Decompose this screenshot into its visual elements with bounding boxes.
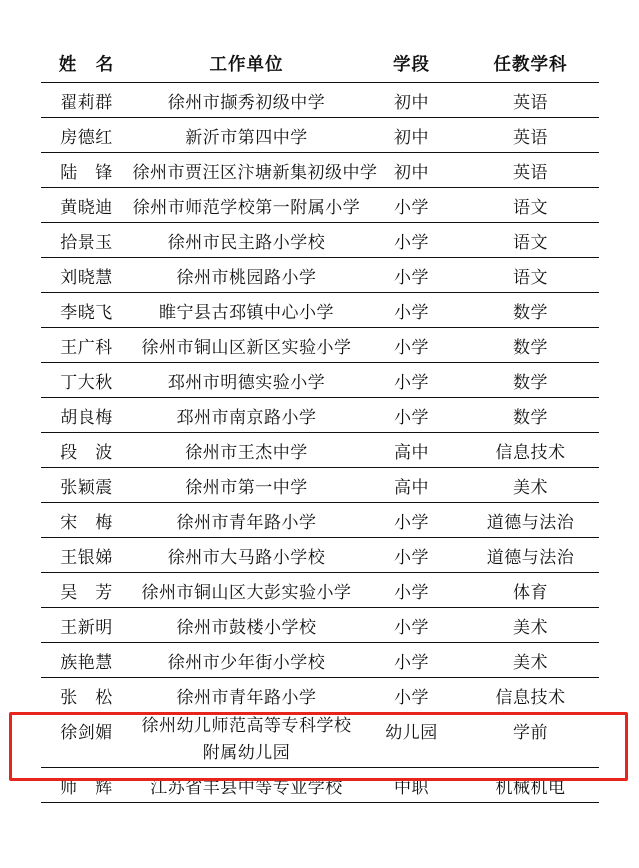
- cell-name: 胡良梅: [41, 398, 133, 433]
- cell-name: 王新明: [41, 608, 133, 643]
- cell-stage: 小学: [361, 293, 463, 328]
- cell-subject: 语文: [463, 223, 599, 258]
- table-row: [41, 363, 599, 398]
- table-row-highlighted: [41, 713, 599, 768]
- table-row: [41, 433, 599, 468]
- cell-name: 陆 锋: [41, 153, 133, 188]
- cell-unit: 徐州市少年街小学校: [133, 643, 361, 678]
- document-page: [0, 44, 639, 868]
- cell-stage: 小学: [361, 223, 463, 258]
- cell-subject: 道德与法治: [463, 538, 599, 573]
- table-row: [41, 153, 599, 188]
- table-header: [41, 44, 599, 83]
- cell-subject: 学前: [463, 713, 599, 768]
- cell-stage: 小学: [361, 503, 463, 538]
- table-row: [41, 768, 599, 803]
- cell-name: 丁大秋: [41, 363, 133, 398]
- cell-stage: 小学: [361, 363, 463, 398]
- cell-name: 宋 梅: [41, 503, 133, 538]
- header-row: [41, 44, 599, 83]
- cell-name: 吴 芳: [41, 573, 133, 608]
- cell-unit: 邳州市明德实验小学: [133, 363, 361, 398]
- cell-stage: 初中: [361, 83, 463, 118]
- cell-unit: 徐州市撷秀初级中学: [133, 83, 361, 118]
- table-row: [41, 118, 599, 153]
- cell-subject: 机械机电: [463, 768, 599, 803]
- cell-name: 师 辉: [41, 768, 133, 803]
- table-row: [41, 293, 599, 328]
- column-header-name: 姓 名: [41, 44, 133, 83]
- table-row: [41, 188, 599, 223]
- table-row: [41, 503, 599, 538]
- cell-subject: 数学: [463, 398, 599, 433]
- cell-stage: 小学: [361, 538, 463, 573]
- column-header-subject: 任教学科: [463, 44, 599, 83]
- table-row: [41, 83, 599, 118]
- cell-unit: 徐州市贾汪区汴塘新集初级中学: [133, 153, 361, 188]
- cell-unit: 徐州市鼓楼小学校: [133, 608, 361, 643]
- table-row: [41, 643, 599, 678]
- cell-name: 段 波: [41, 433, 133, 468]
- cell-subject: 数学: [463, 293, 599, 328]
- cell-unit: 邳州市南京路小学: [133, 398, 361, 433]
- cell-subject: 英语: [463, 83, 599, 118]
- cell-name: 李晓飞: [41, 293, 133, 328]
- cell-unit: 徐州市大马路小学校: [133, 538, 361, 573]
- table-body: [41, 83, 599, 803]
- cell-subject: 体育: [463, 573, 599, 608]
- cell-unit: 徐州市青年路小学: [133, 503, 361, 538]
- cell-unit: 睢宁县古邳镇中心小学: [133, 293, 361, 328]
- cell-name: 张颖震: [41, 468, 133, 503]
- table-row: [41, 468, 599, 503]
- table-row: [41, 223, 599, 258]
- cell-name: 房德红: [41, 118, 133, 153]
- cell-stage: 小学: [361, 328, 463, 363]
- cell-unit: 新沂市第四中学: [133, 118, 361, 153]
- cell-unit: 徐州市第一中学: [133, 468, 361, 503]
- cell-unit: 徐州市师范学校第一附属小学: [133, 188, 361, 223]
- cell-unit: 徐州幼儿师范高等专科学校 附属幼儿园: [133, 713, 361, 768]
- cell-unit: 徐州市桃园路小学: [133, 258, 361, 293]
- cell-name: 徐剑媚: [41, 713, 133, 768]
- cell-subject: 美术: [463, 643, 599, 678]
- cell-unit: 徐州市王杰中学: [133, 433, 361, 468]
- cell-unit: 徐州市铜山区新区实验小学: [133, 328, 361, 363]
- cell-unit: 徐州市青年路小学: [133, 678, 361, 713]
- cell-subject: 英语: [463, 153, 599, 188]
- cell-name: 黄晓迪: [41, 188, 133, 223]
- cell-name: 翟莉群: [41, 83, 133, 118]
- cell-subject: 语文: [463, 188, 599, 223]
- cell-stage: 小学: [361, 258, 463, 293]
- cell-stage: 高中: [361, 433, 463, 468]
- column-header-stage: 学段: [361, 44, 463, 83]
- column-header-unit: 工作单位: [133, 44, 361, 83]
- cell-unit: 江苏省丰县中等专业学校: [133, 768, 361, 803]
- table-row: [41, 573, 599, 608]
- cell-unit: 徐州市民主路小学校: [133, 223, 361, 258]
- cell-subject: 英语: [463, 118, 599, 153]
- cell-stage: 小学: [361, 608, 463, 643]
- cell-subject: 美术: [463, 608, 599, 643]
- cell-name: 张 松: [41, 678, 133, 713]
- cell-stage: 小学: [361, 643, 463, 678]
- cell-stage: 小学: [361, 188, 463, 223]
- table-row: [41, 538, 599, 573]
- cell-name: 王广科: [41, 328, 133, 363]
- cell-subject: 道德与法治: [463, 503, 599, 538]
- table-row: [41, 328, 599, 363]
- cell-stage: 小学: [361, 678, 463, 713]
- table-row: [41, 258, 599, 293]
- cell-subject: 数学: [463, 328, 599, 363]
- table-row: [41, 678, 599, 713]
- cell-stage: 小学: [361, 573, 463, 608]
- table-row: [41, 608, 599, 643]
- cell-stage: 初中: [361, 153, 463, 188]
- cell-stage: 幼儿园: [361, 713, 463, 768]
- cell-name: 王银娣: [41, 538, 133, 573]
- cell-stage: 初中: [361, 118, 463, 153]
- cell-subject: 数学: [463, 363, 599, 398]
- cell-unit: 徐州市铜山区大彭实验小学: [133, 573, 361, 608]
- cell-name: 刘晓慧: [41, 258, 133, 293]
- cell-subject: 信息技术: [463, 433, 599, 468]
- cell-stage: 高中: [361, 468, 463, 503]
- cell-stage: 中职: [361, 768, 463, 803]
- cell-stage: 小学: [361, 398, 463, 433]
- table-row: [41, 398, 599, 433]
- cell-name: 拾景玉: [41, 223, 133, 258]
- cell-subject: 信息技术: [463, 678, 599, 713]
- cell-subject: 美术: [463, 468, 599, 503]
- cell-subject: 语文: [463, 258, 599, 293]
- cell-name: 族艳慧: [41, 643, 133, 678]
- teacher-roster-table: [41, 44, 599, 803]
